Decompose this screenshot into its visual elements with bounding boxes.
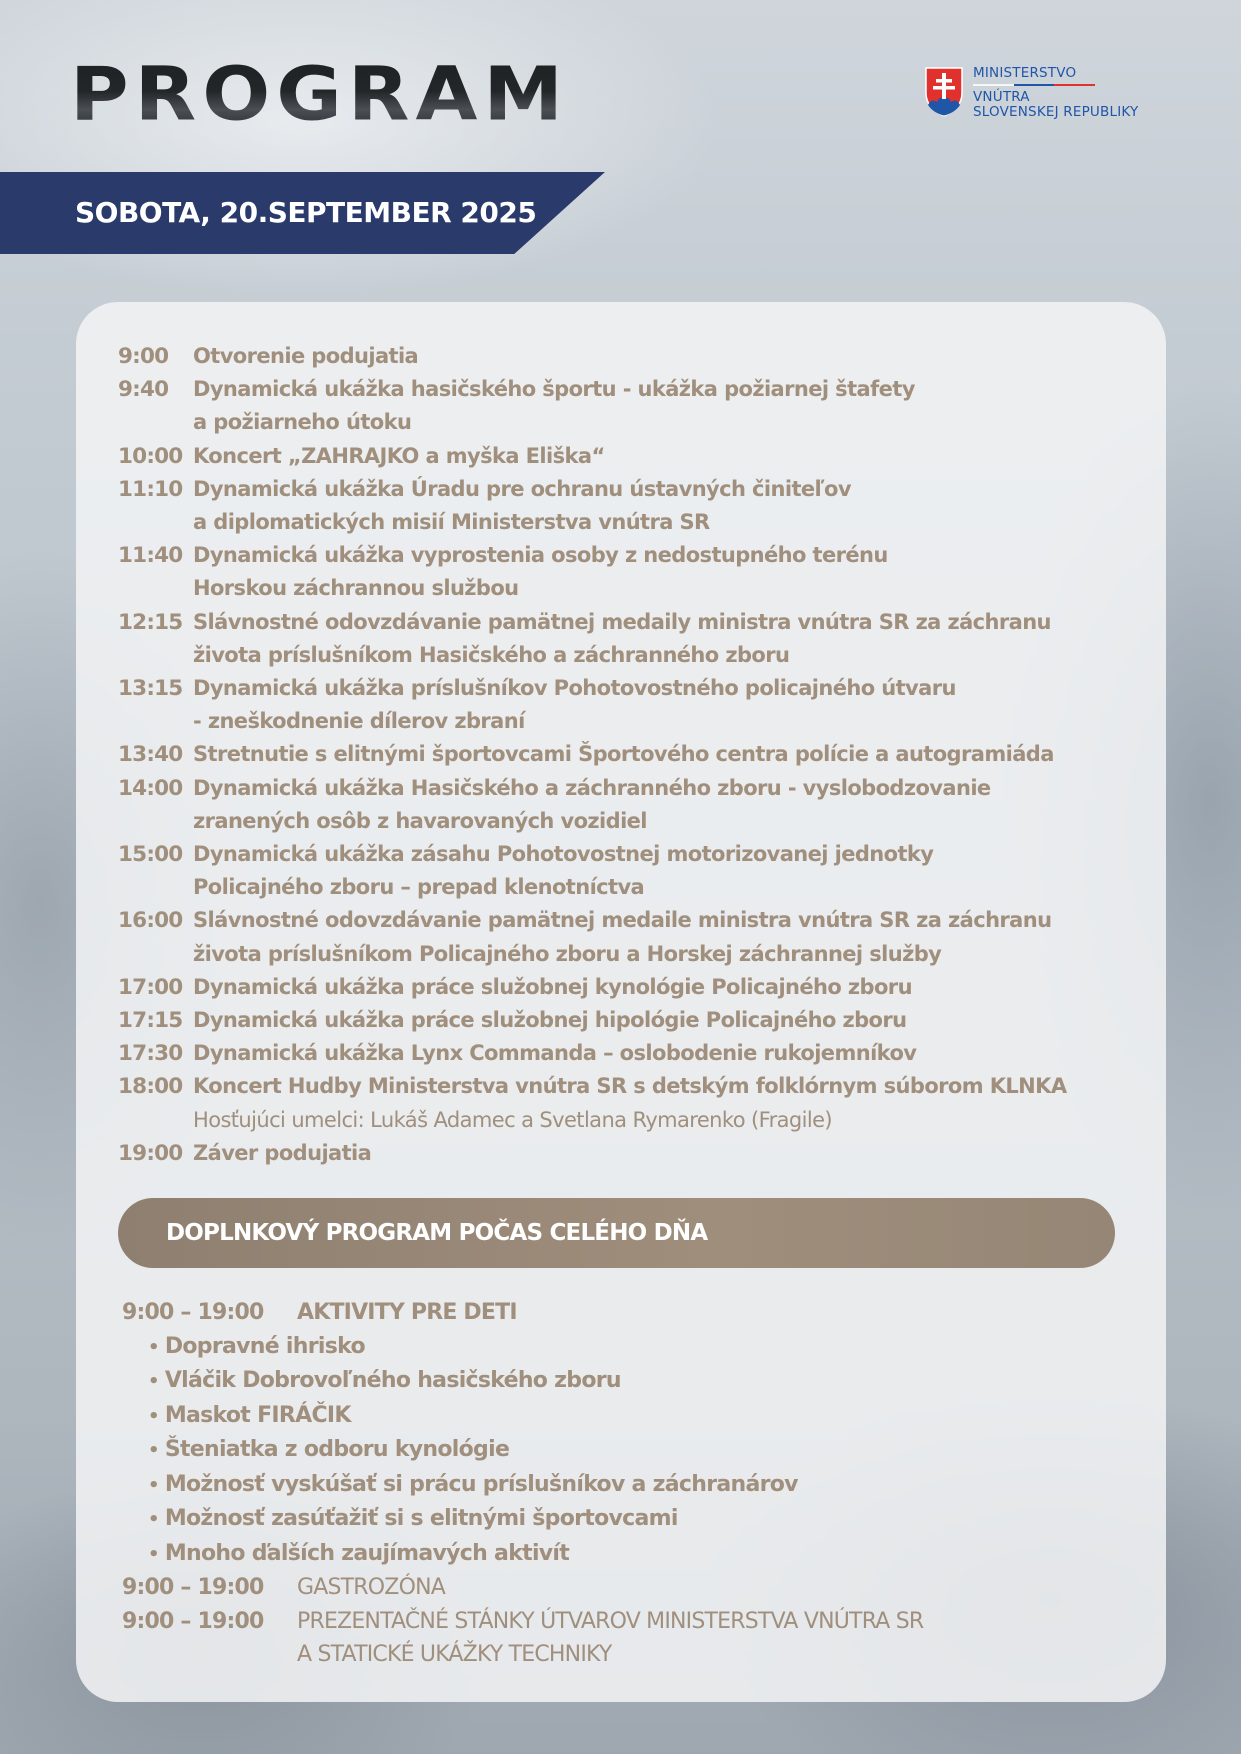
time-range: 9:00 – 19:00 — [122, 1608, 264, 1634]
schedule-description — [193, 1137, 371, 1170]
schedule-description — [193, 539, 888, 605]
activity-label: AKTIVITY PRE DETI — [297, 1300, 517, 1325]
schedule-time: 12:15 — [118, 609, 183, 635]
schedule-time: 19:00 — [118, 1140, 183, 1166]
schedule-description-line: Dynamická ukážka zásahu Pohotovostnej motorizovanej jednotky — [193, 842, 934, 867]
schedule-list — [118, 340, 1118, 1170]
list-item: • Možnosť zasúťažiť si s elitnými športovcami — [148, 1502, 1122, 1537]
slovak-coat-of-arms-icon — [925, 67, 963, 117]
activity-label — [297, 1605, 923, 1672]
schedule-description — [193, 606, 1051, 672]
schedule-description — [193, 971, 912, 1004]
stands-heading — [122, 1605, 1122, 1672]
logo-line-republiky: SLOVENSKEJ REPUBLIKY — [973, 104, 1139, 120]
schedule-item — [118, 1037, 1118, 1070]
list-item: • Vláčik Dobrovoľného hasičského zboru — [148, 1364, 1122, 1399]
schedule-item — [118, 904, 1118, 970]
event-date: SOBOTA, 20.SEPTEMBER 2025 — [75, 196, 537, 229]
schedule-time: 17:30 — [118, 1041, 183, 1067]
logo-line-vnutra: VNÚTRA — [973, 89, 1030, 105]
logo-tricolor-rule — [973, 84, 1095, 86]
schedule-time: 17:15 — [118, 1008, 183, 1034]
schedule-description — [193, 473, 851, 539]
schedule-description-line: Slávnostné odovzdávanie pamätnej medaily ministra vnútra SR za záchranu — [193, 609, 1051, 634]
list-item: • Mnoho ďalších zaujímavých aktivít — [148, 1537, 1122, 1572]
schedule-item — [118, 473, 1118, 539]
schedule-time: 11:10 — [118, 476, 183, 502]
schedule-description-line: života príslušníkom Hasičského a záchranného zboru — [193, 642, 790, 667]
schedule-time: 17:00 — [118, 974, 183, 1000]
schedule-item — [118, 539, 1118, 605]
secondary-program — [122, 1296, 1122, 1672]
schedule-time: 9:40 — [118, 377, 169, 403]
schedule-item — [118, 838, 1118, 904]
schedule-description — [193, 440, 605, 473]
schedule-description-line: Dynamická ukážka hasičského športu - ukážka požiarnej štafety — [193, 377, 915, 402]
schedule-item — [118, 606, 1118, 672]
schedule-item — [118, 440, 1118, 473]
logo-line-ministerstvo: MINISTERSTVO — [973, 65, 1077, 81]
schedule-item — [118, 738, 1118, 771]
schedule-description-line: Záver podujatia — [193, 1140, 372, 1165]
schedule-description-line: Policajného zboru – prepad klenotníctva — [193, 875, 645, 900]
schedule-item — [118, 1137, 1118, 1170]
activity-label-line: A STATICKÉ UKÁŽKY TECHNIKY — [297, 1642, 612, 1667]
schedule-description — [193, 1037, 916, 1070]
schedule-description-line: zranených osôb z havarovaných vozidiel — [193, 808, 647, 833]
schedule-item — [118, 340, 1118, 373]
schedule-description — [193, 672, 956, 738]
page-title: PROGRAM — [70, 51, 570, 138]
schedule-description — [193, 1004, 907, 1037]
schedule-description-line: Dynamická ukážka práce služobnej kynológie Policajného zboru — [193, 974, 912, 999]
secondary-program-title: DOPLNKOVÝ PROGRAM POČAS CELÉHO DŇA — [166, 1220, 708, 1246]
schedule-description — [193, 340, 418, 373]
schedule-time: 13:15 — [118, 676, 183, 702]
schedule-description-line: Dynamická ukážka príslušníkov Pohotovostného policajného útvaru — [193, 676, 956, 701]
time-range: 9:00 – 19:00 — [122, 1300, 264, 1325]
schedule-description — [193, 838, 933, 904]
list-item: • Možnosť vyskúšať si prácu príslušníkov a záchranárov — [148, 1468, 1122, 1503]
schedule-description-line: Koncert Hudby Ministerstva vnútra SR s detským folklórnym súborom KLNKA — [193, 1074, 1067, 1099]
schedule-description-line: - zneškodnenie dílerov zbraní — [193, 709, 525, 734]
schedule-description-line: života príslušníkom Policajného zboru a Horskej záchrannej služby — [193, 941, 942, 966]
schedule-description-line: Dynamická ukážka práce služobnej hipológie Policajného zboru — [193, 1008, 907, 1033]
schedule-description-line: Stretnutie s elitnými športovcami Športového centra polície a autogramiáda — [193, 742, 1054, 767]
schedule-description-line: Otvorenie podujatia — [193, 344, 419, 368]
activity-label: GASTROZÓNA — [297, 1575, 445, 1600]
schedule-time: 15:00 — [118, 842, 183, 868]
schedule-item — [118, 1070, 1118, 1136]
activity-label-line: PREZENTAČNÉ STÁNKY ÚTVAROV MINISTERSTVA VNÚTRA SR — [297, 1608, 924, 1634]
schedule-description-line: a požiarneho útoku — [193, 410, 412, 435]
schedule-time: 13:40 — [118, 742, 183, 768]
schedule-description — [193, 772, 991, 838]
schedule-time: 9:00 — [118, 344, 169, 369]
schedule-description — [193, 904, 1051, 970]
list-item: • Dopravné ihrisko — [148, 1330, 1122, 1365]
list-item: • Maskot FIRÁČIK — [148, 1399, 1122, 1434]
schedule-description — [193, 738, 1054, 771]
time-range: 9:00 – 19:00 — [122, 1575, 264, 1600]
schedule-description-line: Dynamická ukážka Úradu pre ochranu ústavných činiteľov — [193, 476, 851, 501]
schedule-time: 16:00 — [118, 908, 183, 934]
schedule-item — [118, 373, 1118, 439]
schedule-item — [118, 1004, 1118, 1037]
schedule-description-line: a diplomatických misií Ministerstva vnútra SR — [193, 510, 710, 535]
schedule-item — [118, 772, 1118, 838]
schedule-description — [193, 373, 915, 439]
schedule-description-line: Koncert „ZAHRAJKO a myška Eliška“ — [193, 443, 605, 468]
schedule-time: 10:00 — [118, 443, 183, 469]
schedule-description-line: Horskou záchrannou službou — [193, 576, 519, 601]
list-item: • Šteniatka z odboru kynológie — [148, 1433, 1122, 1468]
ministry-logo — [925, 66, 1138, 120]
schedule-description-line: Dynamická ukážka vyprostenia osoby z nedostupného terénu — [193, 543, 888, 568]
kids-activities-list — [122, 1330, 1122, 1572]
schedule-item — [118, 672, 1118, 738]
schedule-time: 14:00 — [118, 775, 183, 801]
schedule-description — [193, 1070, 1067, 1136]
schedule-item — [118, 971, 1118, 1004]
schedule-time: 18:00 — [118, 1074, 183, 1100]
kids-activities-heading — [122, 1296, 1122, 1330]
schedule-description-line: Dynamická ukážka Hasičského a záchranného zboru - vyslobodzovanie — [193, 775, 991, 800]
schedule-description-line: Slávnostné odovzdávanie pamätnej medaile ministra vnútra SR za záchranu — [193, 908, 1052, 933]
schedule-time: 11:40 — [118, 543, 183, 569]
gastro-heading — [122, 1571, 1122, 1605]
schedule-note: Hosťujúci umelci: Lukáš Adamec a Svetlana Rymarenko (Fragile) — [193, 1107, 832, 1132]
schedule-description-line: Dynamická ukážka Lynx Commanda – oslobodenie rukojemníkov — [193, 1041, 917, 1066]
